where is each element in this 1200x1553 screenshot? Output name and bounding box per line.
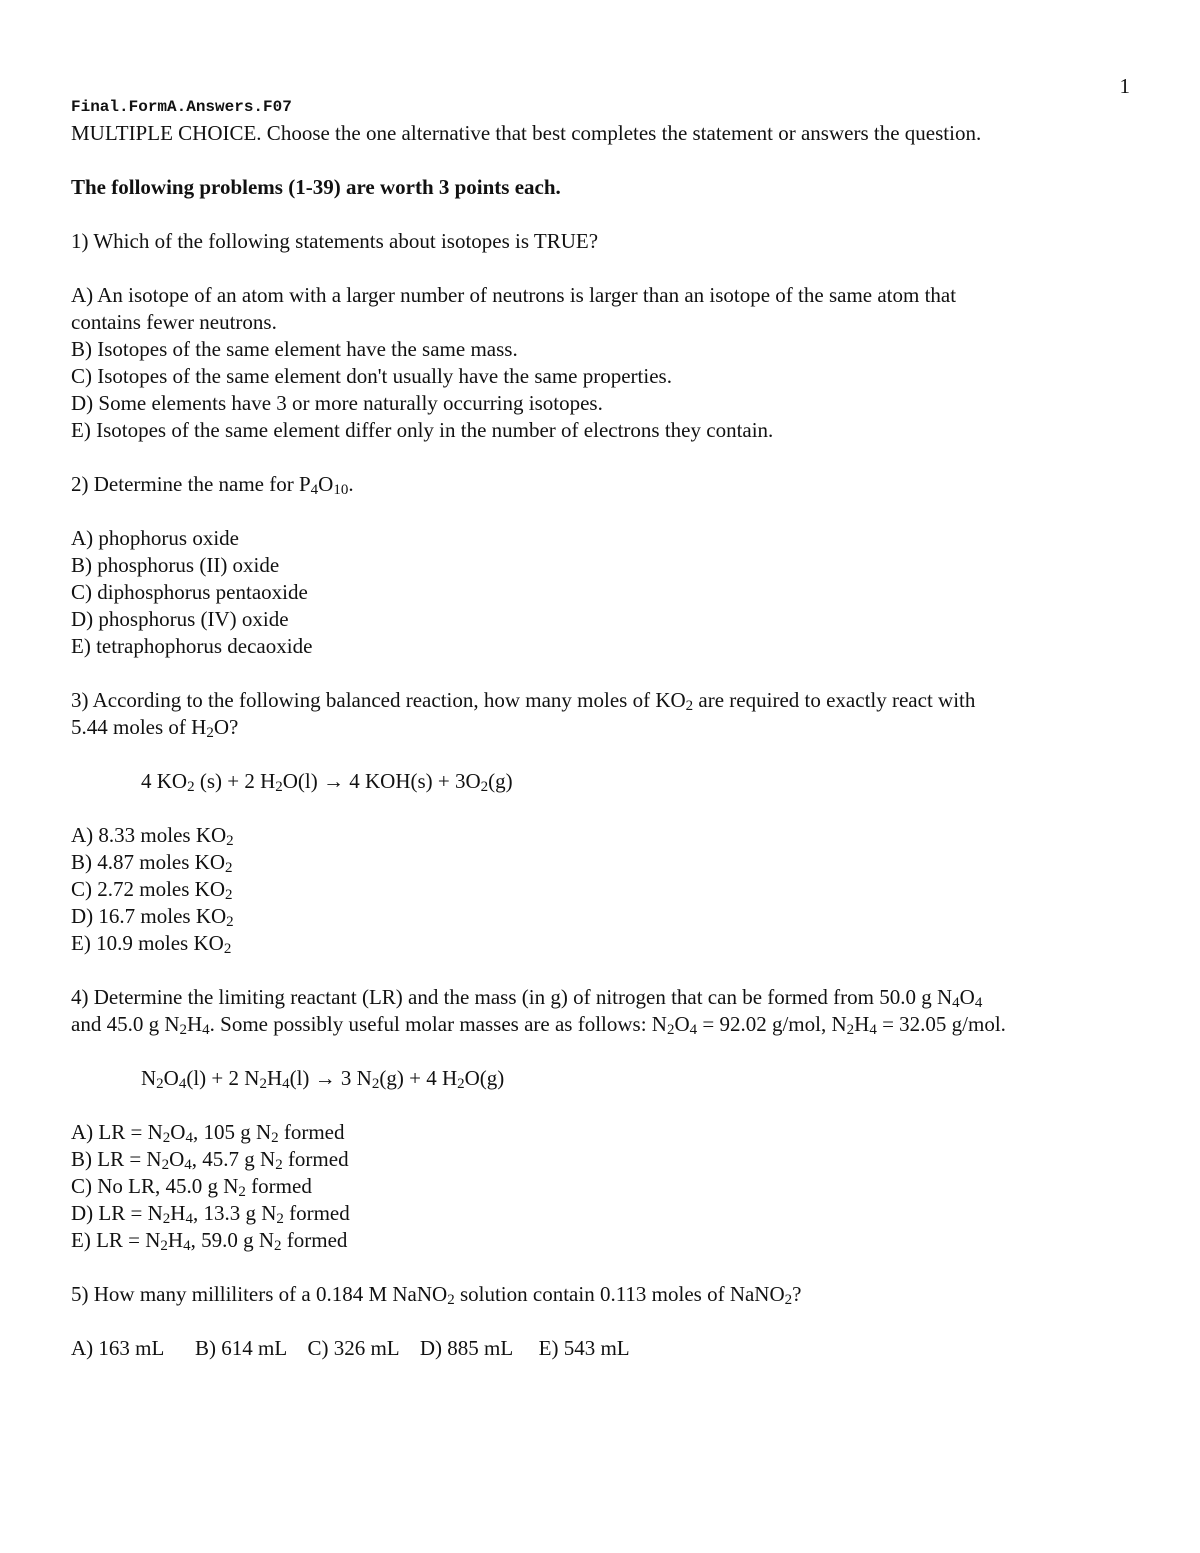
text: O(l) → 4 KOH(s) + 3O [282, 769, 481, 793]
text: D) 16.7 moles KO [71, 904, 227, 928]
text: , 13.3 g N [192, 1201, 277, 1225]
text: H [187, 1012, 203, 1036]
text: A) LR = N [71, 1120, 163, 1144]
subscript: 2 [223, 941, 232, 957]
text: O [169, 1147, 185, 1171]
text: . Some possibly useful molar masses are as follows: N [209, 1012, 667, 1036]
text: . [348, 472, 354, 496]
text: O [959, 985, 975, 1009]
option-a: A) 163 mL [71, 1336, 164, 1360]
subscript: 2 [161, 1157, 170, 1173]
text: (g) + 4 H [379, 1066, 458, 1090]
text: 5.44 moles of H [71, 715, 207, 739]
question-5 [71, 1281, 1151, 1362]
question-text [71, 471, 1151, 498]
question-text-continued [71, 1011, 1151, 1038]
text: C) 2.72 moles KO [71, 877, 225, 901]
subscript: 2 [226, 914, 234, 930]
reaction-equation [141, 1065, 1151, 1092]
option-b: B) phosphorus (II) oxide [71, 553, 280, 577]
text: 4 KO [141, 769, 188, 793]
text: ? [792, 1282, 802, 1306]
option-d: D) 885 mL [419, 1336, 513, 1360]
text: = 32.05 g/mol. [876, 1012, 1006, 1036]
subscript: 2 [160, 1238, 168, 1254]
subscript: 4 [178, 1076, 187, 1092]
text: 4) Determine the limiting reactant (LR) and the mass (in g) of nitrogen that can be formed from 50.0 g N [71, 985, 953, 1009]
subscript: 2 [225, 860, 233, 876]
subscript: 2 [162, 1130, 171, 1146]
option-b: B) 614 mL [195, 1336, 287, 1360]
subscript: 2 [271, 1130, 279, 1146]
text: formed [282, 1147, 349, 1171]
instructions: MULTIPLE CHOICE. Choose the one alternative that best completes the statement or answers the question. [71, 121, 982, 145]
option-e: E) 543 mL [538, 1336, 630, 1360]
option-b [71, 849, 1151, 876]
option-c: C) 326 mL [307, 1336, 399, 1360]
subscript: 2 [457, 1076, 465, 1092]
text: (l) + 2 N [186, 1066, 260, 1090]
text: H [854, 1012, 870, 1036]
option-e [71, 930, 1151, 957]
subscript: 4 [185, 1211, 193, 1227]
text: E) LR = N [71, 1228, 161, 1252]
subscript: 2 [225, 887, 233, 903]
subscript: 4 [974, 995, 983, 1011]
subscript: 2 [666, 1022, 675, 1038]
text: N [141, 1066, 157, 1090]
option-d: D) Some elements have 3 or more naturally occurring isotopes. [71, 391, 603, 415]
text: formed [283, 1201, 350, 1225]
text: (s) + 2 H [194, 769, 276, 793]
answer-options [71, 1119, 1151, 1254]
text: formed [278, 1120, 345, 1144]
option-c [71, 1173, 1151, 1200]
reaction-equation [141, 768, 1151, 795]
answer-options [71, 822, 1151, 957]
option-e: E) Isotopes of the same element differ only in the number of electrons they contain. [71, 418, 774, 442]
text: H [170, 1201, 186, 1225]
text: are required to exactly react with [693, 688, 976, 712]
subscript: 4 [202, 1022, 210, 1038]
subscript: 2 [371, 1076, 380, 1092]
text: , 105 g N [192, 1120, 272, 1144]
answer-options [71, 282, 1151, 444]
question-3 [71, 687, 1151, 957]
subscript: 2 [275, 1157, 283, 1173]
subscript: 2 [846, 1022, 855, 1038]
text: (g) [488, 769, 513, 793]
answer-options [71, 525, 1151, 660]
text: O [170, 1120, 186, 1144]
subscript: 2 [784, 1292, 793, 1308]
subscript: 4 [183, 1238, 191, 1254]
option-d [71, 903, 1151, 930]
subscript: 2 [226, 833, 234, 849]
text: 3) According to the following balanced reaction, how many moles of KO [71, 688, 686, 712]
option-a [71, 822, 1151, 849]
text: = 92.02 g/mol, N [697, 1012, 847, 1036]
text: 5) How many milliliters of a 0.184 M NaNO [71, 1282, 448, 1306]
subscript: 2 [274, 1238, 282, 1254]
text: O [163, 1066, 179, 1090]
subscript: 2 [480, 779, 489, 795]
subscript: 2 [179, 1022, 187, 1038]
subscript: 4 [282, 1076, 290, 1092]
text: C) No LR, 45.0 g N [71, 1174, 239, 1198]
option-c [71, 876, 1151, 903]
document-title: Final.FormA.Answers.F07 [71, 98, 292, 116]
subscript: 2 [685, 698, 694, 714]
text: O [674, 1012, 690, 1036]
subscript: 4 [952, 995, 960, 1011]
option-a [71, 1119, 1151, 1146]
section-heading: The following problems (1-39) are worth 3 points each. [71, 175, 561, 199]
subscript: 4 [310, 482, 319, 498]
option-e: E) tetraphophorus decaoxide [71, 634, 313, 658]
text: B) 4.87 moles KO [71, 850, 225, 874]
question-text [71, 984, 1151, 1011]
question-text [71, 687, 1151, 714]
text: , 45.7 g N [191, 1147, 276, 1171]
text: (l) → 3 N [289, 1066, 372, 1090]
subscript: 10 [333, 482, 349, 498]
question-1 [71, 228, 1151, 444]
question-text [71, 1281, 1151, 1308]
option-b [71, 1146, 1151, 1173]
question-4 [71, 984, 1151, 1254]
subscript: 2 [275, 779, 283, 795]
subscript: 4 [185, 1130, 193, 1146]
subscript: 2 [276, 1211, 284, 1227]
text: , 59.0 g N [190, 1228, 275, 1252]
page-number: 1 [1119, 74, 1130, 98]
text: O [318, 472, 334, 496]
text: O(g) [464, 1066, 505, 1090]
text: H [266, 1066, 283, 1090]
question-text: 1) Which of the following statements about isotopes is TRUE? [71, 229, 599, 253]
text: B) LR = N [71, 1147, 162, 1171]
option-b: B) Isotopes of the same element have the same mass. [71, 337, 518, 361]
subscript: 4 [869, 1022, 877, 1038]
text: A) 8.33 moles KO [71, 823, 227, 847]
question-2 [71, 471, 1151, 660]
text: 2) Determine the name for P [71, 472, 311, 496]
subscript: 2 [259, 1076, 267, 1092]
option-a: A) An isotope of an atom with a larger number of neutrons is larger than an isotope of the same atom that [71, 283, 957, 307]
text: formed [281, 1228, 348, 1252]
text: formed [245, 1174, 312, 1198]
text: H [167, 1228, 184, 1252]
subscript: 2 [187, 779, 195, 795]
text: D) LR = N [71, 1201, 163, 1225]
option-a-continued: contains fewer neutrons. [71, 310, 277, 334]
document-body [71, 120, 1151, 1383]
text: E) 10.9 moles KO [71, 931, 224, 955]
option-d [71, 1200, 1151, 1227]
subscript: 2 [206, 725, 214, 741]
subscript: 4 [184, 1157, 192, 1173]
subscript: 2 [156, 1076, 164, 1092]
question-text-continued [71, 714, 1151, 741]
option-e [71, 1227, 1151, 1254]
text: solution contain 0.113 moles of NaNO [454, 1282, 785, 1306]
text: O? [213, 715, 239, 739]
subscript: 2 [238, 1184, 246, 1200]
subscript: 4 [689, 1022, 698, 1038]
subscript: 2 [447, 1292, 455, 1308]
subscript: 2 [162, 1211, 171, 1227]
option-c: C) Isotopes of the same element don't usually have the same properties. [71, 364, 672, 388]
option-c: C) diphosphorus pentaoxide [71, 580, 308, 604]
option-a: A) phophorus oxide [71, 526, 239, 550]
text: and 45.0 g N [71, 1012, 180, 1036]
answer-options [71, 1335, 1151, 1362]
option-d: D) phosphorus (IV) oxide [71, 607, 289, 631]
